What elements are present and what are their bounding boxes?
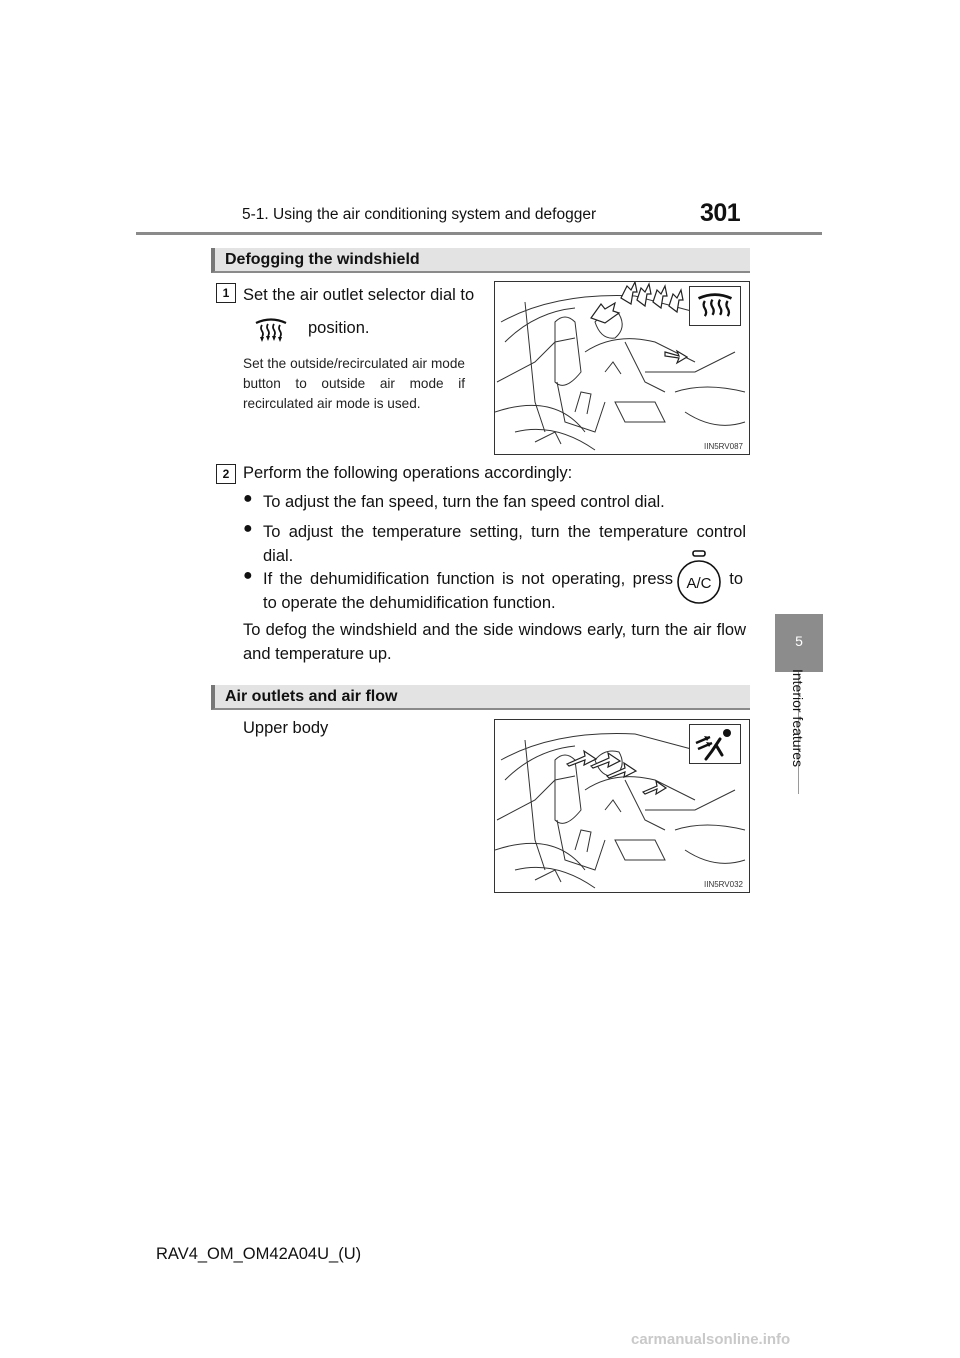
step-number-1: 1	[216, 283, 236, 303]
bullet-text-part1: If the dehumidification function is not operating, press	[263, 570, 673, 588]
step1-position-text: position.	[308, 319, 370, 337]
section-heading-defogging	[211, 248, 750, 273]
windshield-defroster-icon	[690, 287, 740, 325]
bullet-text-part2: to operate the dehumidification function.	[263, 594, 556, 612]
figure-code: IIN5RV087	[704, 442, 743, 451]
mode-label-upper-body: Upper body	[243, 719, 329, 737]
section-heading-air-outlets	[211, 685, 750, 710]
watermark: carmanualsonline.info	[631, 1331, 791, 1348]
page-number: 301	[700, 199, 741, 227]
chapter-label: Interior features	[790, 668, 806, 768]
bullet-dot: ●	[243, 567, 253, 584]
document-code: RAV4_OM_OM42A04U_(U)	[156, 1245, 362, 1263]
step1-instruction: Set the air outlet selector dial to	[243, 286, 475, 304]
section-heading-text: Defogging the windshield	[225, 251, 420, 268]
step-number-2: 2	[216, 464, 236, 484]
bullet-text	[263, 567, 746, 615]
ac-button-icon	[675, 550, 723, 606]
chapter-number: 5	[795, 633, 803, 649]
step1-note: Set the outside/recirculated air mode button to outside air mode if recirculated air mode is used.	[243, 356, 465, 411]
bullet-text: To adjust the temperature setting, turn the temperature control dial.	[263, 523, 746, 565]
bullet-dot: ●	[243, 490, 253, 507]
header-rule	[136, 232, 822, 235]
defroster-mode-icon-box	[689, 286, 741, 326]
bullet-text: To adjust the fan speed, turn the fan speed control dial.	[263, 493, 665, 511]
figure-upper-body-airflow	[494, 719, 750, 893]
upper-body-mode-icon-box	[689, 724, 741, 764]
bullet-dot: ●	[243, 520, 253, 537]
figure-code: IIN5RV032	[704, 880, 743, 889]
figure-defog-airflow	[494, 281, 750, 455]
section-title: 5-1. Using the air conditioning system and defogger	[242, 206, 597, 223]
bullet-text-to: to	[729, 570, 743, 588]
windshield-defroster-icon	[253, 314, 289, 344]
ac-button-label: A/C	[686, 575, 712, 592]
defog-tip: To defog the windshield and the side windows early, turn the air flow and temperature up.	[243, 621, 746, 663]
face-vent-mode-icon	[690, 725, 740, 763]
step2-intro: Perform the following operations accordingly:	[243, 464, 573, 482]
chapter-tab	[775, 614, 823, 672]
section-heading-text: Air outlets and air flow	[225, 688, 398, 705]
